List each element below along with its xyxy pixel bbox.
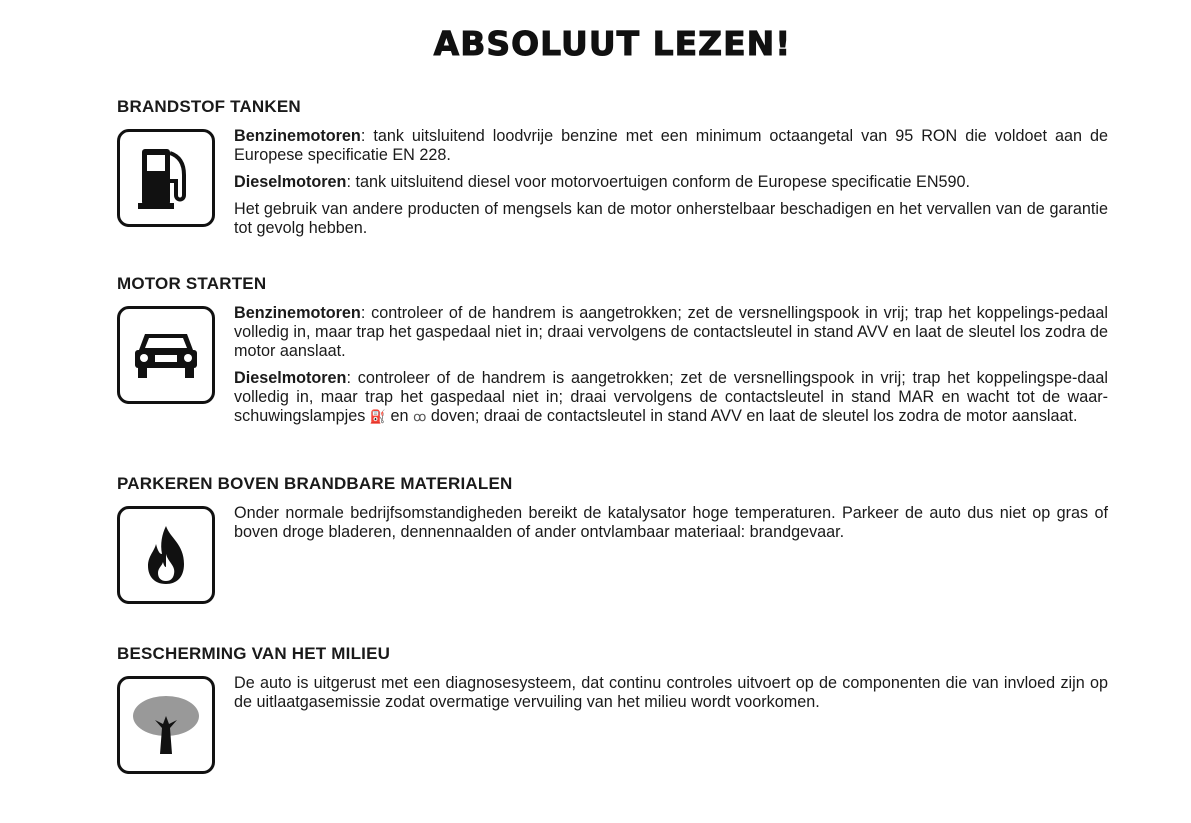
section-environment bbox=[117, 644, 1108, 774]
section-heading: PARKEREN BOVEN BRANDBARE MATERIALEN bbox=[117, 474, 513, 493]
section-start bbox=[117, 274, 1108, 434]
page-title: ABSOLUUT LEZEN! bbox=[433, 24, 792, 63]
text: Onder normale bedrijfsomstandigheden bereikt de katalysator hoge temperaturen. Parkeer de auto dus niet op gras of boven droge bladeren, dennennaalden of ander ontvlambaar materiaal: brandgevaar. bbox=[234, 504, 1108, 541]
label-diesel: Dieselmotoren bbox=[234, 173, 347, 191]
label-petrol: Benzinemotoren bbox=[234, 304, 361, 322]
fuel-pump-icon bbox=[117, 129, 215, 227]
section-heading: BRANDSTOF TANKEN bbox=[117, 97, 301, 116]
text: : tank uitsluitend diesel voor motorvoertuigen conform de Europese specificatie EN590. bbox=[346, 173, 971, 191]
text: Het gebruik van andere producten of mengsels kan de motor onherstelbaar beschadigen en het vervallen van de garantie tot gevolg hebben. bbox=[234, 200, 1108, 237]
section-parking bbox=[117, 474, 1108, 604]
label-diesel: Dieselmotoren bbox=[234, 369, 347, 387]
glow-plug-warning-icon: ⛽ bbox=[369, 409, 387, 424]
flame-icon bbox=[117, 506, 215, 604]
text: : controleer of de handrem is aangetrokken; zet de versnellingspook in vrij; trap het koppelings-pedaal volledig in, maar trap het gaspedaal niet in; draai vervolgens de contactsleutel in stand AVV en laat de sleutel los zodra de motor aanslaat. bbox=[234, 304, 1108, 360]
car-icon bbox=[117, 306, 215, 404]
section-fuel bbox=[117, 97, 1108, 246]
text: doven; draai de contactsleutel in stand AVV en laat de sleutel los zodra de motor aanslaat. bbox=[430, 407, 1078, 425]
text: en bbox=[390, 407, 409, 425]
label-petrol: Benzinemotoren bbox=[234, 127, 361, 145]
text: : tank uitsluitend loodvrije benzine met een minimum octaangetal van 95 RON die voldoet aan de Europese specificatie EN 228. bbox=[234, 127, 1108, 164]
section-heading: BESCHERMING VAN HET MILIEU bbox=[117, 644, 391, 663]
text: De auto is uitgerust met een diagnosesysteem, dat continu controles uitvoert op de componenten die van invloed zijn op de uitlaatgasemissie zodat overmatige vervuiling van het milieu wordt voorkomen. bbox=[234, 674, 1108, 711]
text: : controleer of de handrem is aangetrokken; zet de versnellingspook in vrij; trap het koppelingspe-daal volledig in, maar trap het gaspedaal niet in; draai vervolgens de contactsleutel in stand MAR en wacht tot de waar-schuwingslampjes bbox=[234, 369, 1108, 425]
tree-icon bbox=[117, 676, 215, 774]
preheating-coil-icon: ꝏ bbox=[413, 409, 427, 424]
section-heading: MOTOR STARTEN bbox=[117, 274, 267, 293]
